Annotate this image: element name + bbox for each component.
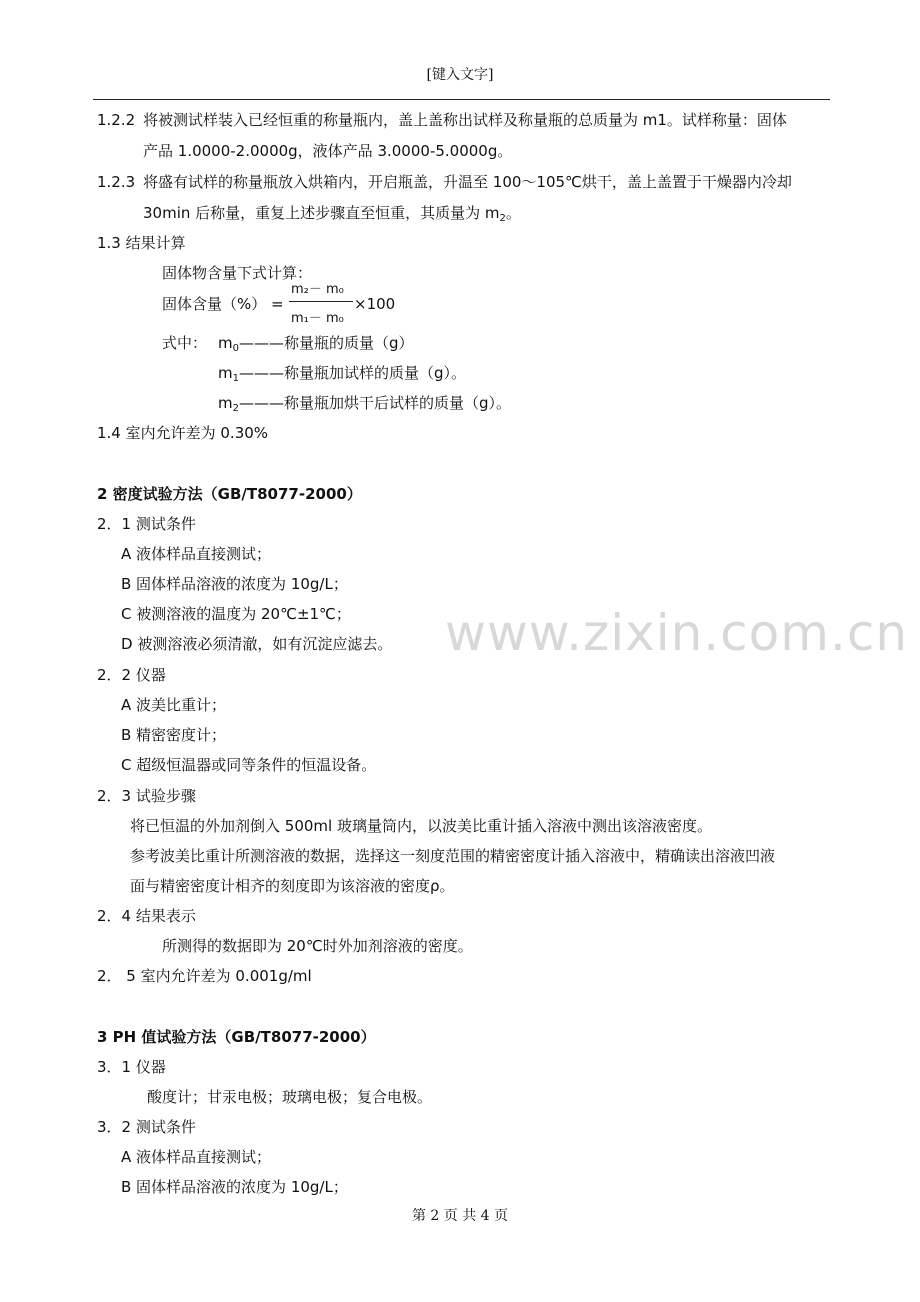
m2-description: ———称量瓶加烘干后试样的质量（g）。	[239, 394, 512, 412]
section-1-2-3-number: 1.2.3	[97, 173, 136, 191]
section-1-2-3-line2	[143, 203, 521, 223]
section-1-2-3-line2-text: 30min 后称量，重复上述步骤直至恒重，其质量为 m	[143, 204, 500, 222]
m0-description: ———称量瓶的质量（g）	[239, 334, 414, 352]
m1-definition	[218, 363, 466, 383]
watermark: www.zixin.com.cn	[445, 604, 909, 662]
m2-subscript: 2	[232, 403, 239, 414]
m0-symbol: m	[218, 334, 233, 352]
section-3-2-item: A 液体样品直接测试；	[121, 1148, 272, 1166]
formula-numerator: m₂－ m₀	[291, 282, 344, 297]
section-2-3-paragraph2: 参考波美比重计所测溶液的数据，选择这一刻度范围的精密密度计插入溶液中，精确读出溶液凹液	[130, 847, 776, 865]
section-1-2-3-line2-sub: 2	[499, 213, 506, 224]
formula-label: 固体含量（%） =	[162, 295, 284, 313]
section-2-3-paragraph2-cont: 面与精密密度计相齐的刻度即为该溶液的密度ρ。	[130, 877, 455, 895]
formula-denominator: m₁－ m₀	[291, 311, 344, 326]
section-2-2-item: A 波美比重计；	[121, 696, 227, 714]
section-2-1-item: D 被测溶液必须清澈，如有沉淀应滤去。	[121, 635, 393, 653]
m2-definition	[218, 393, 511, 413]
section-2-1-item: C 被测溶液的温度为 20℃±1℃；	[121, 605, 351, 623]
section-3-2-item: B 固体样品溶液的浓度为 10g/L；	[121, 1178, 348, 1196]
section-2-4-paragraph: 所测得的数据即为 20℃时外加剂溶液的密度。	[162, 937, 473, 955]
section-2-4-title: 2．4 结果表示	[97, 907, 196, 925]
m1-description: ———称量瓶加试样的质量（g）。	[239, 364, 467, 382]
section-2-title: 2 密度试验方法（GB/T8077-2000）	[97, 485, 362, 503]
section-2-5: 2． 5 室内允许差为 0.001g/ml	[97, 967, 312, 985]
section-2-2-item: C 超级恒温器或同等条件的恒温设备。	[121, 756, 377, 774]
section-2-1-item: A 液体样品直接测试；	[121, 545, 272, 563]
m1-subscript: 1	[232, 373, 239, 384]
m0-subscript: 0	[232, 343, 239, 354]
section-3-1-paragraph: 酸度计；甘汞电极；玻璃电极；复合电极。	[147, 1088, 433, 1106]
section-1-2-2-line2: 产品 1.0000-2.0000g，液体产品 3.0000-5.0000g。	[143, 142, 513, 160]
section-2-3-paragraph1: 将已恒温的外加剂倒入 500ml 玻璃量筒内，以波美比重计插入溶液中测出该溶液密度。	[130, 817, 712, 835]
section-1-2-2-number: 1.2.2	[97, 111, 136, 129]
section-1-3-title: 1.3 结果计算	[97, 234, 186, 252]
fraction-bar	[289, 301, 353, 302]
where-label: 式中：	[162, 334, 208, 352]
section-2-1-item: B 固体样品溶液的浓度为 10g/L；	[121, 575, 348, 593]
header-rule	[93, 99, 830, 100]
section-2-1-title: 2．1 测试条件	[97, 515, 196, 533]
section-1-2-3-line1: 将盛有试样的称量瓶放入烘箱内，开启瓶盖，升温至 100～105℃烘干，盖上盖置于干燥器内冷却	[143, 173, 792, 191]
section-3-1-title: 3．1 仪器	[97, 1058, 166, 1076]
section-2-2-item: B 精密密度计；	[121, 726, 227, 744]
page-footer: 第 2 页 共 4 页	[411, 1208, 509, 1224]
formula-intro: 固体物含量下式计算：	[162, 264, 313, 282]
m2-symbol: m	[218, 394, 233, 412]
section-3-2-title: 3．2 测试条件	[97, 1118, 196, 1136]
section-3-title: 3 PH 值试验方法（GB/T8077-2000）	[97, 1028, 376, 1046]
formula-factor: ×100	[354, 295, 396, 313]
section-1-2-3-line2-end: 。	[505, 204, 521, 222]
section-1-4: 1.4 室内允许差为 0.30%	[97, 424, 269, 442]
section-1-2-2-line1: 将被测试样装入已经恒重的称量瓶内，盖上盖称出试样及称量瓶的总质量为 m1。试样称量：固体	[143, 111, 787, 129]
page-header: [键入文字]	[426, 67, 494, 83]
m0-definition	[218, 333, 414, 353]
section-2-3-title: 2．3 试验步骤	[97, 787, 196, 805]
section-2-2-title: 2．2 仪器	[97, 666, 166, 684]
m1-symbol: m	[218, 364, 233, 382]
